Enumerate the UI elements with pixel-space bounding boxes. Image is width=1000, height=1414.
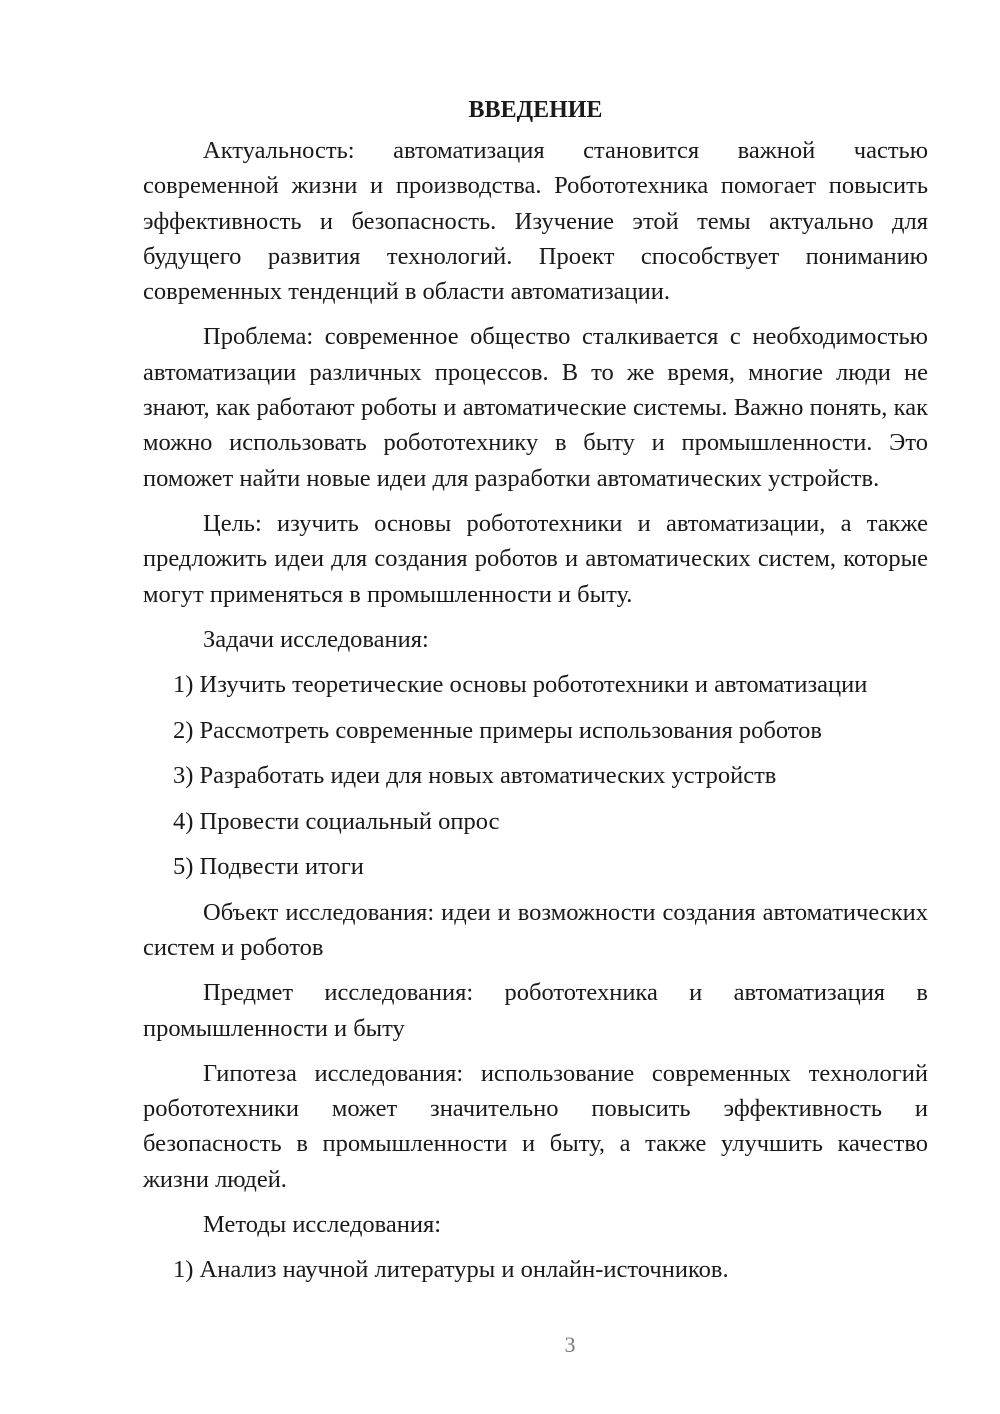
hypothesis-paragraph: Гипотеза исследования: использование современных технологий робототехники может значительно повысить эффективность и безопасность в промышленности и быту, а также улучшить качество жизни людей. <box>143 1059 928 1193</box>
task-item: 3) Разработать идеи для новых автоматических устройств <box>173 762 777 790</box>
methods-heading: Методы исследования: <box>203 1211 442 1239</box>
object-paragraph: Объект исследования: идеи и возможности создания автоматических систем и роботов <box>143 898 928 961</box>
task-item: 4) Провести социальный опрос <box>173 807 500 835</box>
page-number: 3 <box>564 1332 576 1357</box>
method-item: 1) Анализ научной литературы и онлайн-источников. <box>173 1256 729 1284</box>
relevance-paragraph: Актуальность: автоматизация становится важной частью современной жизни и производства. Робототехника помогает повысить эффективность и безопасность. Изучение этой темы актуально для будущего развития технологий. Проект способствует пониманию современных тенденций в области автоматизации. <box>143 137 928 306</box>
task-item: 2) Рассмотреть современные примеры использования роботов <box>173 716 822 744</box>
task-item: 1) Изучить теоретические основы робототехники и автоматизации <box>173 671 868 699</box>
problem-paragraph: Проблема: современное общество сталкивается с необходимостью автоматизации различных процессов. В то же время, многие люди не знают, как работают роботы и автоматические системы. Важно понять, как можно использовать робототехнику в быту и промышленности. Это поможет найти новые идеи для разработки автоматических устройств. <box>143 323 928 492</box>
task-item: 5) Подвести итоги <box>173 853 364 881</box>
subject-paragraph: Предмет исследования: робототехника и автоматизация в промышленности и быту <box>143 979 928 1042</box>
document-body <box>143 93 928 1298</box>
tasks-heading: Задачи исследования: <box>203 625 429 653</box>
tasks-list <box>143 667 928 884</box>
goal-paragraph: Цель: изучить основы робототехники и автоматизации, а также предложить идеи для создания роботов и автоматических систем, которые могут применяться в промышленности и быту. <box>143 509 928 608</box>
page-title: ВВЕДЕНИЕ <box>468 97 603 123</box>
methods-list <box>143 1252 928 1287</box>
